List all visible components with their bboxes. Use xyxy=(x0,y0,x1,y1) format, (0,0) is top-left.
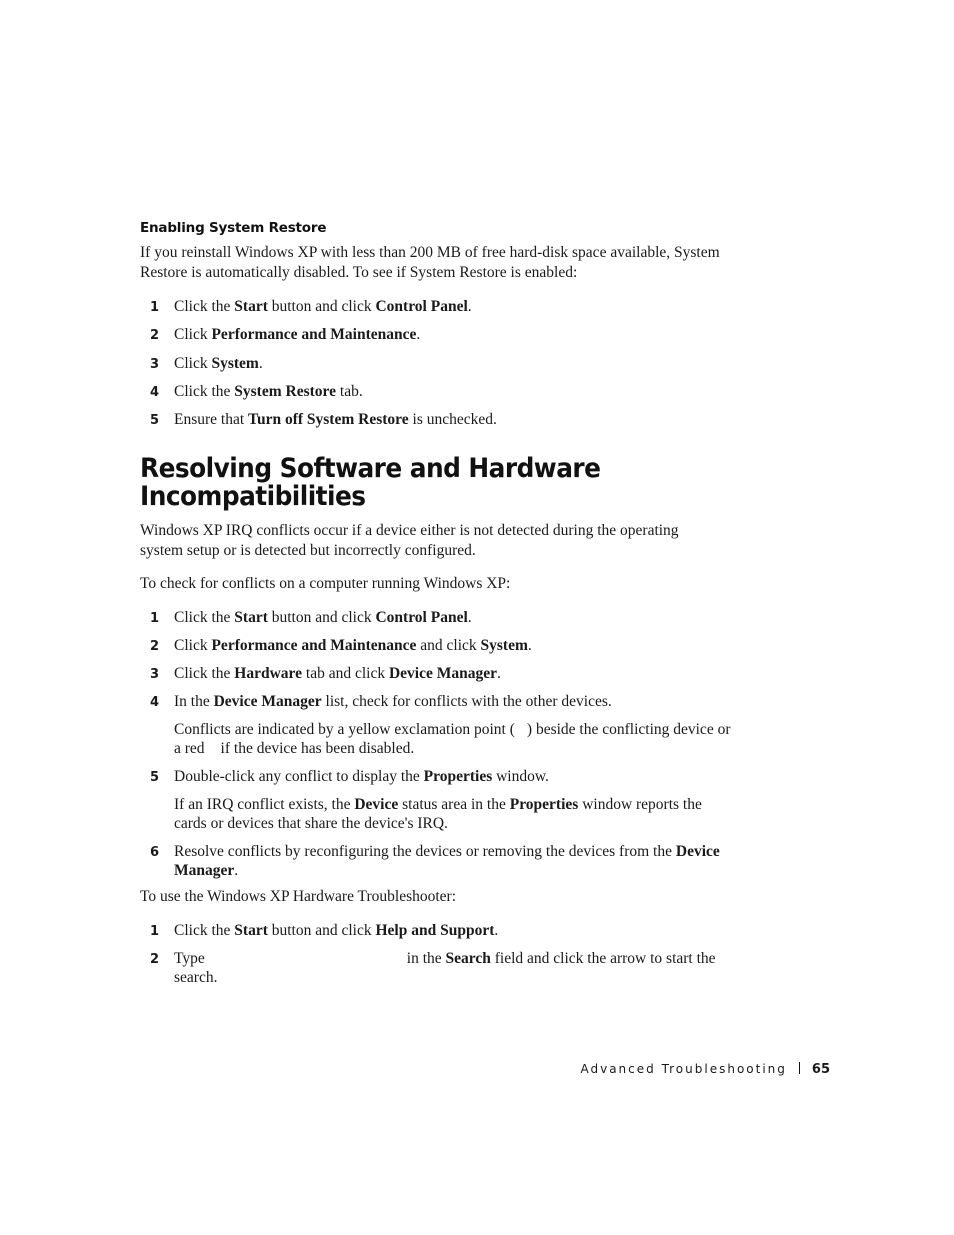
section-title-line: Incompatibilities xyxy=(140,481,366,512)
step-text: Type in the Search field and click the arrow to start the search. xyxy=(174,950,716,986)
step-number: 1 xyxy=(150,611,160,626)
step-5-note: If an IRQ conflict exists, the Device status area in the Properties window reports the cards or devices that share the device's IRQ. xyxy=(174,796,702,832)
section-title-line: Resolving Software and Hardware xyxy=(140,453,601,484)
subsection-heading: Enabling System Restore xyxy=(140,220,327,236)
step-text: In the Device Manager list, check for conflicts with the other devices. xyxy=(174,693,612,710)
incompat-intro: Windows XP IRQ conflicts occur if a device either is not detected during the operating system setup or is detected but incorrectly configured. xyxy=(140,522,679,559)
step-number: 3 xyxy=(150,357,160,372)
section-title xyxy=(140,455,710,511)
step-number: 4 xyxy=(150,385,160,400)
step-number: 2 xyxy=(150,328,160,343)
step-number: 2 xyxy=(150,639,160,654)
step-number: 4 xyxy=(150,695,160,710)
step-text: Click the System Restore tab. xyxy=(174,383,363,400)
page-number: 65 xyxy=(811,1062,830,1077)
step-text: Click Performance and Maintenance and click System. xyxy=(174,637,532,654)
step-text: Resolve conflicts by reconfiguring the devices or removing the devices from the Device Manager. xyxy=(174,843,720,879)
step-text: Ensure that Turn off System Restore is unchecked. xyxy=(174,411,497,428)
step-number: 5 xyxy=(150,770,160,785)
footer-divider xyxy=(799,1062,800,1074)
step-text: Click the Start button and click Control Panel. xyxy=(174,609,472,626)
step-number: 1 xyxy=(150,924,160,939)
check-intro: To check for conflicts on a computer running Windows XP: xyxy=(140,575,511,592)
restore-intro: If you reinstall Windows XP with less than 200 MB of free hard-disk space available, System Restore is automatically disabled. To see if System Restore is enabled: xyxy=(140,244,720,281)
step-number: 3 xyxy=(150,667,160,682)
page-footer xyxy=(520,1062,830,1080)
step-text: Click the Start button and click Help and Support. xyxy=(174,922,499,939)
step-text: Click the Start button and click Control Panel. xyxy=(174,298,472,315)
step-number: 2 xyxy=(150,952,160,967)
step-number: 1 xyxy=(150,300,160,315)
troubleshooter-intro: To use the Windows XP Hardware Troubleshooter: xyxy=(140,888,457,905)
step-text: Double-click any conflict to display the Properties window. xyxy=(174,768,549,785)
step-text: Click Performance and Maintenance. xyxy=(174,326,421,343)
step-4-note: Conflicts are indicated by a yellow exclamation point ( ) beside the conflicting device or a red if the device has been disabled. xyxy=(174,721,731,757)
footer-section-name: Advanced Troubleshooting xyxy=(580,1062,787,1076)
step-text: Click the Hardware tab and click Device Manager. xyxy=(174,665,501,682)
step-text: Click System. xyxy=(174,355,263,372)
step-number: 6 xyxy=(150,845,160,860)
step-number: 5 xyxy=(150,413,160,428)
